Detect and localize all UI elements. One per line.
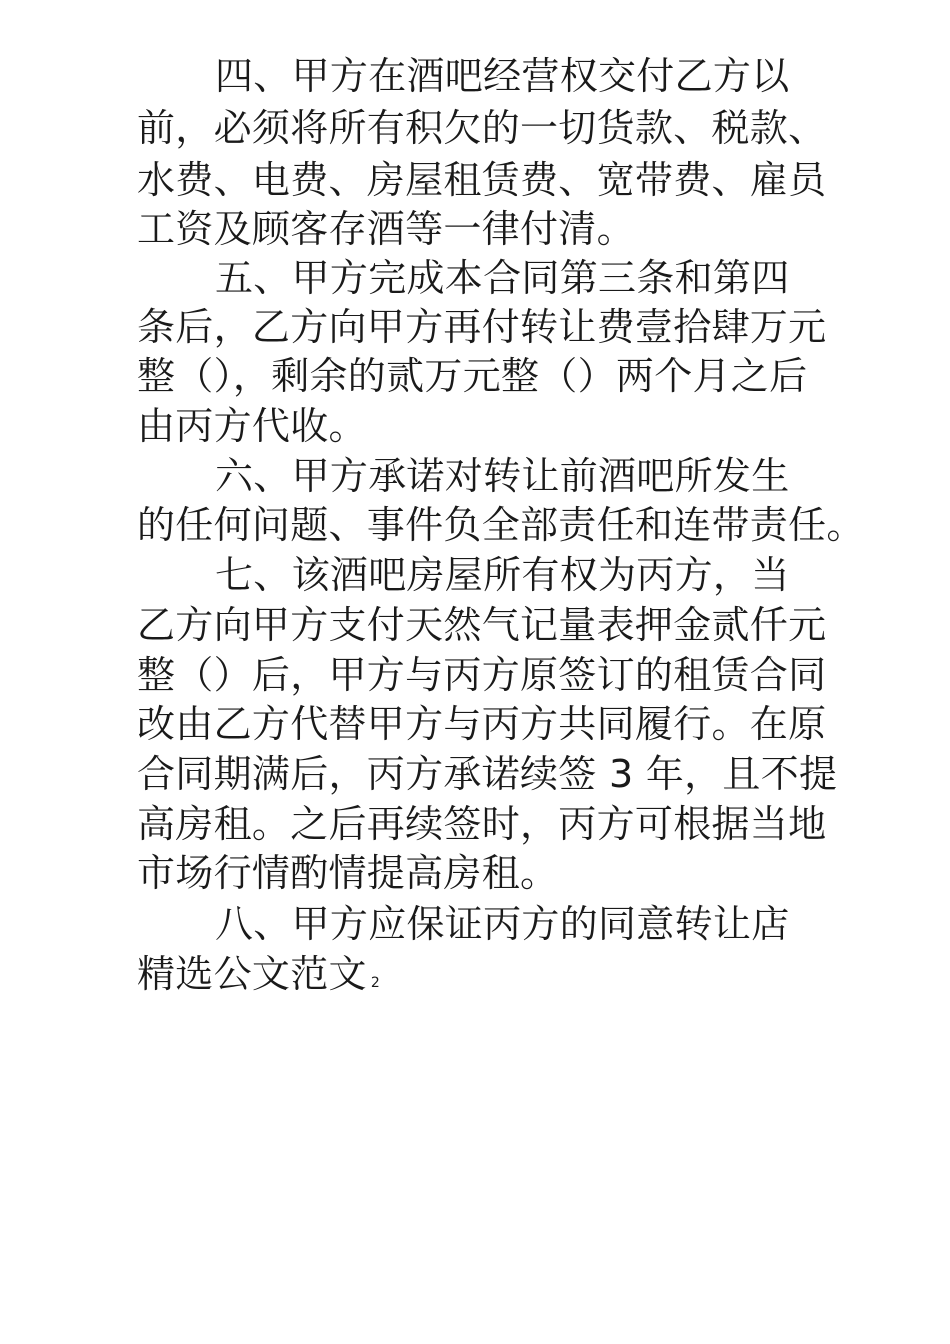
paragraph-4-line-4: 工资及顾客存酒等一律付清。 xyxy=(137,207,635,251)
paragraph-7-line-6: 高房租。之后再续签时，丙方可根据当地 xyxy=(137,802,827,846)
page-number: 2 xyxy=(370,975,381,991)
paragraph-4-line-1: 四、甲方在酒吧经营权交付乙方以 xyxy=(215,54,790,98)
paragraph-6-line-1: 六、甲方承诺对转让前酒吧所发生 xyxy=(215,454,790,498)
paragraph-7-line-3: 整（）后，甲方与丙方原签订的租赁合同 xyxy=(137,653,827,697)
paragraph-7-line-2: 乙方向甲方支付天然气记量表押金贰仟元 xyxy=(137,603,827,647)
paragraph-4-line-3: 水费、电费、房屋租赁费、宽带费、雇员 xyxy=(137,158,827,202)
paragraph-4-line-2: 前，必须将所有积欠的一切货款、税款、 xyxy=(137,106,827,150)
paragraph-5-line-3: 整（），剩余的贰万元整（）两个月之后 xyxy=(137,354,808,398)
footer xyxy=(137,950,380,1007)
paragraph-7-line-5: 合同期满后，丙方承诺续签 3 年，且不提 xyxy=(137,752,838,796)
paragraph-7-line-7: 市场行情酌情提高房租。 xyxy=(137,851,559,895)
paragraph-8-line-1: 八、甲方应保证丙方的同意转让店 xyxy=(215,902,790,946)
footer-text: 精选公文范文 xyxy=(137,952,367,996)
paragraph-7-line-1: 七、该酒吧房屋所有权为丙方，当 xyxy=(215,553,790,597)
paragraph-5-line-1: 五、甲方完成本合同第三条和第四 xyxy=(215,256,790,300)
paragraph-7-line-4: 改由乙方代替甲方与丙方共同履行。在原 xyxy=(137,702,827,746)
paragraph-5-line-4: 由丙方代收。 xyxy=(137,404,367,448)
paragraph-6-line-2: 的任何问题、事件负全部责任和连带责任。 xyxy=(137,503,865,547)
paragraph-5-line-2: 条后，乙方向甲方再付转让费壹拾肆万元 xyxy=(137,305,827,349)
